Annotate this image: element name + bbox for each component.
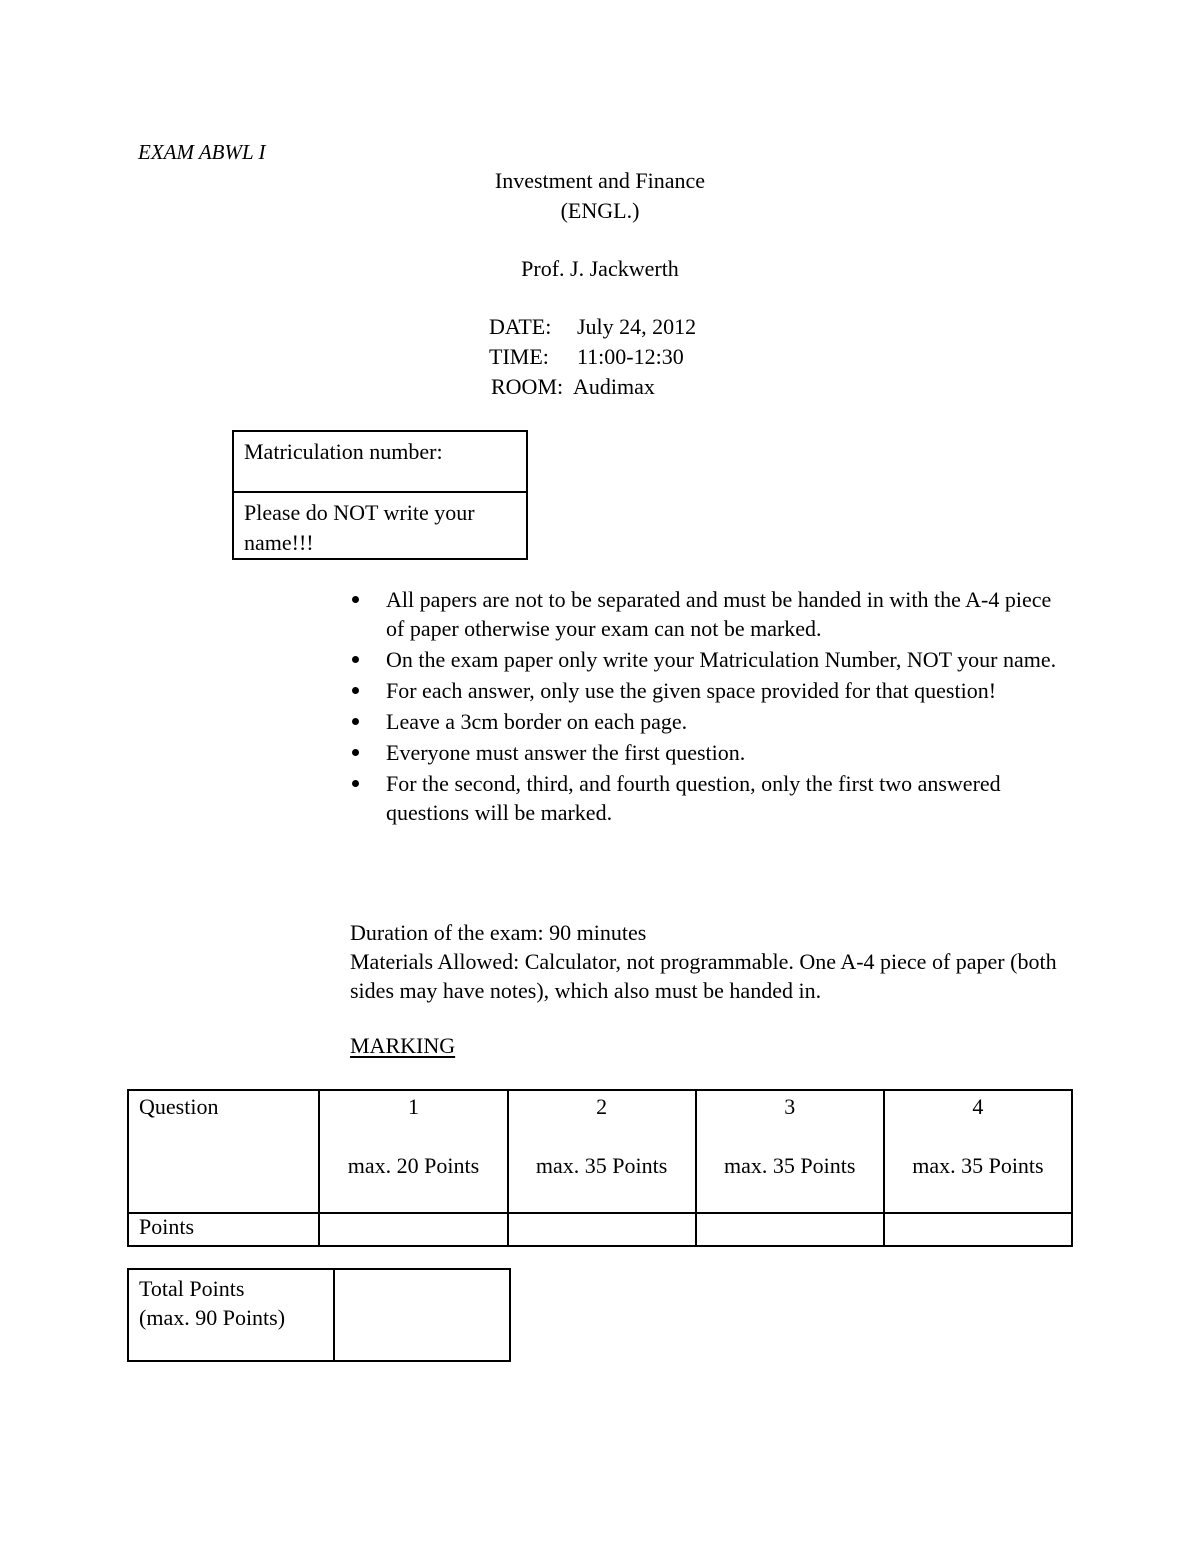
matriculation-box xyxy=(232,430,528,560)
list-item xyxy=(348,645,1068,674)
room-row xyxy=(489,376,655,398)
instructions-list xyxy=(348,585,1068,829)
instruction-text: On the exam paper only write your Matriculation Number, NOT your name. xyxy=(386,647,1057,672)
bullet-icon xyxy=(352,656,359,663)
list-item xyxy=(348,585,1068,643)
points-cell-3[interactable] xyxy=(696,1213,884,1246)
matriculation-number-field[interactable]: Matriculation number: xyxy=(233,431,527,492)
points-label: Points xyxy=(128,1213,319,1246)
list-item xyxy=(348,676,1068,705)
list-item xyxy=(348,707,1068,736)
question-max-points: max. 20 Points xyxy=(347,1153,480,1178)
room-label: ROOM: xyxy=(491,374,564,399)
room-value: Audimax xyxy=(573,374,655,399)
date-value: July 24, 2012 xyxy=(577,314,697,339)
exam-label: EXAM ABWL I xyxy=(138,140,266,164)
total-points-label-cell xyxy=(128,1269,334,1361)
bullet-icon xyxy=(352,596,359,603)
instruction-text: For each answer, only use the given space provided for that question! xyxy=(386,678,997,703)
question-3-cell xyxy=(696,1090,884,1213)
question-4-cell xyxy=(884,1090,1072,1213)
bullet-icon xyxy=(352,687,359,694)
bullet-icon xyxy=(352,749,359,756)
question-number: 4 xyxy=(972,1094,984,1119)
question-max-points: max. 35 Points xyxy=(912,1153,1044,1178)
bullet-icon xyxy=(352,718,359,725)
question-number: 1 xyxy=(407,1094,419,1119)
question-header: Question xyxy=(128,1090,319,1213)
total-points-label: Total Points xyxy=(139,1276,245,1301)
question-number: 2 xyxy=(596,1094,608,1119)
marking-table xyxy=(127,1089,1073,1247)
list-item xyxy=(348,738,1068,767)
date-label: DATE: xyxy=(489,314,552,339)
instruction-text: Everyone must answer the first question. xyxy=(386,740,746,765)
professor-name: Prof. J. Jackwerth xyxy=(521,256,679,281)
total-points-field[interactable] xyxy=(334,1269,510,1361)
table-row xyxy=(128,1213,1072,1246)
question-2-cell xyxy=(508,1090,696,1213)
marking-heading: MARKING xyxy=(350,1033,456,1058)
question-max-points: max. 35 Points xyxy=(535,1153,668,1178)
date-row xyxy=(489,316,696,338)
points-cell-1[interactable] xyxy=(319,1213,507,1246)
question-1-cell xyxy=(319,1090,507,1213)
points-cell-4[interactable] xyxy=(884,1213,1072,1246)
question-max-points: max. 35 Points xyxy=(724,1153,856,1178)
course-language: (ENGL.) xyxy=(560,198,640,223)
instruction-text: All papers are not to be separated and must be handed in with the A-4 piece of paper otherwise your exam can not be marked. xyxy=(386,587,1052,641)
points-cell-2[interactable] xyxy=(508,1213,696,1246)
course-title: Investment and Finance xyxy=(494,168,706,193)
time-value: 11:00-12:30 xyxy=(577,344,684,369)
list-item xyxy=(348,769,1068,827)
materials-allowed: Materials Allowed: Calculator, not programmable. One A-4 piece of paper (both sides may have notes), which also must be handed in. xyxy=(350,949,1057,1003)
instruction-text: Leave a 3cm border on each page. xyxy=(386,709,688,734)
time-label: TIME: xyxy=(489,344,549,369)
exam-duration: Duration of the exam: 90 minutes xyxy=(350,920,647,945)
question-number: 3 xyxy=(784,1094,796,1119)
bullet-icon xyxy=(352,780,359,787)
table-row xyxy=(128,1090,1072,1213)
total-points-table xyxy=(127,1268,511,1362)
total-points-max: (max. 90 Points) xyxy=(139,1305,286,1330)
table-row xyxy=(128,1269,510,1361)
time-row xyxy=(489,346,684,368)
instruction-text: For the second, third, and fourth question, only the first two answered questions will be marked. xyxy=(386,771,1001,825)
no-name-note: Please do NOT write your name!!! xyxy=(233,492,527,559)
